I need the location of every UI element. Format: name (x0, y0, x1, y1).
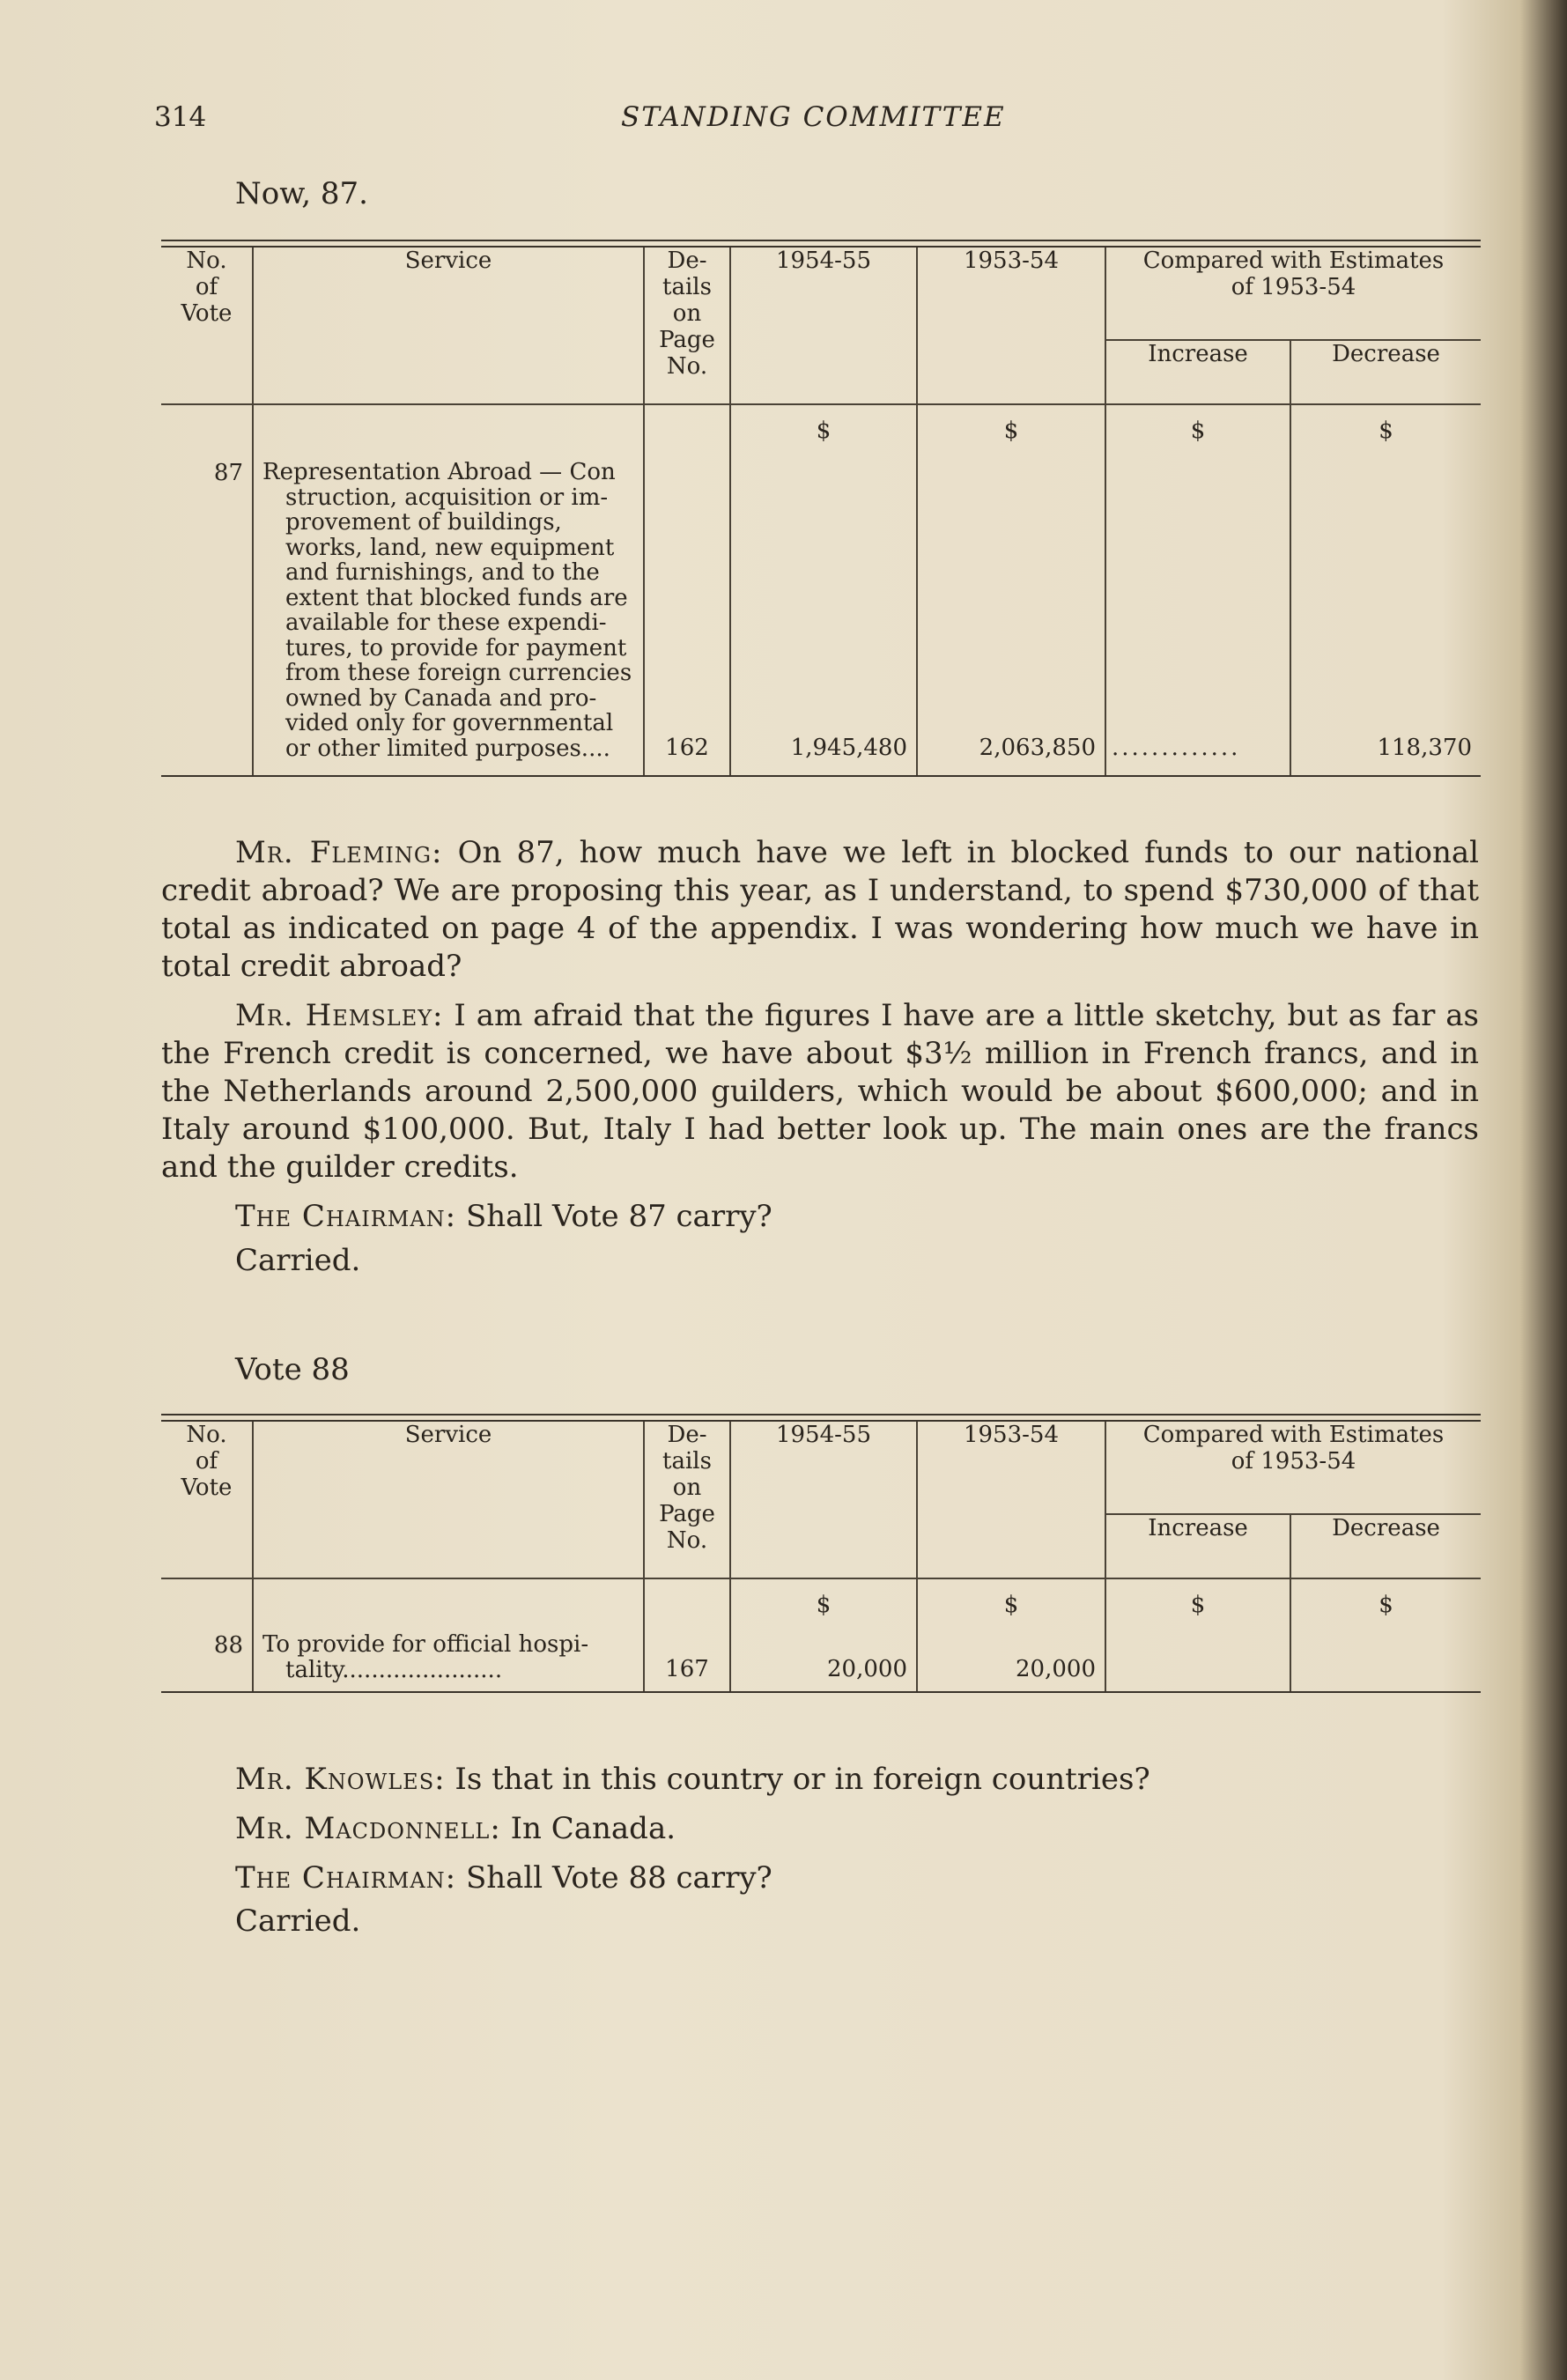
col-header-vote-no: No. of Vote (161, 248, 253, 404)
col-header-increase: Increase (1105, 1514, 1290, 1578)
estimate-1953-54: 2,063,850 (917, 444, 1105, 775)
vote-number: 87 (213, 460, 243, 486)
col-header-decrease: Decrease (1290, 1514, 1481, 1578)
page-number: 314 (154, 101, 207, 133)
estimate-1954-55: 1,945,480 (730, 444, 917, 775)
speech-text: Is that in this country or in foreign countries? (455, 1762, 1150, 1797)
col-header-service: Service (253, 248, 644, 404)
col-header-1953-54: 1953-54 (917, 248, 1105, 404)
details-page-number: 167 (644, 1618, 730, 1691)
estimates-table-vote-88 (161, 1414, 1481, 1693)
table-top-rule (161, 240, 1481, 248)
dollar-sign: $ (1105, 404, 1290, 444)
decrease-value: 118,370 (1290, 444, 1481, 775)
estimate-1953-54: 20,000 (917, 1618, 1105, 1691)
increase-value: ............. (1105, 444, 1290, 775)
service-description: Representation Abroad — Con struction, acquisition or im- provement of buildings, works, land, new equipment and furnishings, and to the extent that blocked funds are available for these expendi- tures, to provide for payment from these foreign currencies owned by Canada and pro- vided only for governmental or other limited purposes.... (253, 444, 644, 775)
running-title: STANDING COMMITTEE (621, 101, 1006, 133)
table-top-rule (161, 1414, 1481, 1422)
speech-paragraph (161, 1810, 1479, 1848)
speech-paragraph (161, 997, 1479, 1186)
col-header-1954-55: 1954-55 (730, 1422, 917, 1578)
speech-paragraph (161, 1198, 1479, 1236)
carried-note: Carried. (235, 1243, 361, 1278)
speaker-name: Mr. Fleming: (235, 835, 443, 870)
service-description: To provide for official hospi- tality...................... (253, 1618, 644, 1691)
vote-88-heading: Vote 88 (235, 1352, 350, 1387)
col-header-compared: Compared with Estimates of 1953-54 (1105, 248, 1481, 340)
speaker-name: Mr. Hemsley: (235, 998, 444, 1033)
col-header-decrease: Decrease (1290, 340, 1481, 404)
col-header-1953-54: 1953-54 (917, 1422, 1105, 1578)
col-header-vote-no: No. of Vote (161, 1422, 253, 1578)
estimates-table-vote-87 (161, 240, 1481, 777)
speaker-name: Mr. Macdonnell: (235, 1811, 501, 1846)
col-header-compared: Compared with Estimates of 1953-54 (1105, 1422, 1481, 1514)
table-bottom-rule (161, 775, 1481, 777)
speech-text: I am afraid that the figures I have are a little sketchy, but as far as the French credit is concerned, we have about $3½ million in French francs, and in the Netherlands around 2,500,000 guilders, which would be about $600,000; and in Italy around $100,000. But, Italy I had better look up. The main ones are the francs and the guilder credits. (161, 998, 1479, 1185)
discussion-vote-88 (161, 1761, 1479, 1897)
dollar-sign: $ (917, 1578, 1105, 1618)
col-header-1954-55: 1954-55 (730, 248, 917, 404)
increase-value (1105, 1618, 1290, 1691)
dollar-sign: $ (917, 404, 1105, 444)
speaker-name: The Chairman: (235, 1199, 457, 1234)
vote-number: 88 (213, 1632, 243, 1659)
discussion-vote-87 (161, 834, 1479, 1236)
speaker-name: Mr. Knowles: (235, 1762, 446, 1797)
speaker-name: The Chairman: (235, 1860, 457, 1896)
dollar-sign: $ (730, 1578, 917, 1618)
intro-note: Now, 87. (235, 176, 368, 211)
speech-text: On 87, how much have we left in blocked funds to our national credit abroad? We are proposing this year, as I understand, to spend $730,000 of that total as indicated on page 4 of the appendix. I was wondering how much we have in total credit abroad? (161, 835, 1479, 984)
speech-text: In Canada. (510, 1811, 676, 1846)
col-header-increase: Increase (1105, 340, 1290, 404)
carried-note: Carried. (235, 1903, 361, 1939)
running-header (154, 101, 1484, 145)
col-header-details-page: De- tails on Page No. (644, 248, 730, 404)
dollar-sign: $ (730, 404, 917, 444)
speech-paragraph (161, 1761, 1479, 1799)
details-page-number: 162 (644, 444, 730, 775)
dollar-sign: $ (1105, 1578, 1290, 1618)
dollar-sign: $ (1290, 404, 1481, 444)
speech-text: Shall Vote 87 carry? (465, 1199, 772, 1234)
speech-paragraph (161, 1859, 1479, 1897)
table-bottom-rule (161, 1691, 1481, 1693)
dollar-sign: $ (1290, 1578, 1481, 1618)
speech-text: Shall Vote 88 carry? (465, 1860, 772, 1896)
speech-paragraph (161, 834, 1479, 986)
col-header-details-page: De- tails on Page No. (644, 1422, 730, 1578)
col-header-service: Service (253, 1422, 644, 1578)
decrease-value (1290, 1618, 1481, 1691)
estimate-1954-55: 20,000 (730, 1618, 917, 1691)
